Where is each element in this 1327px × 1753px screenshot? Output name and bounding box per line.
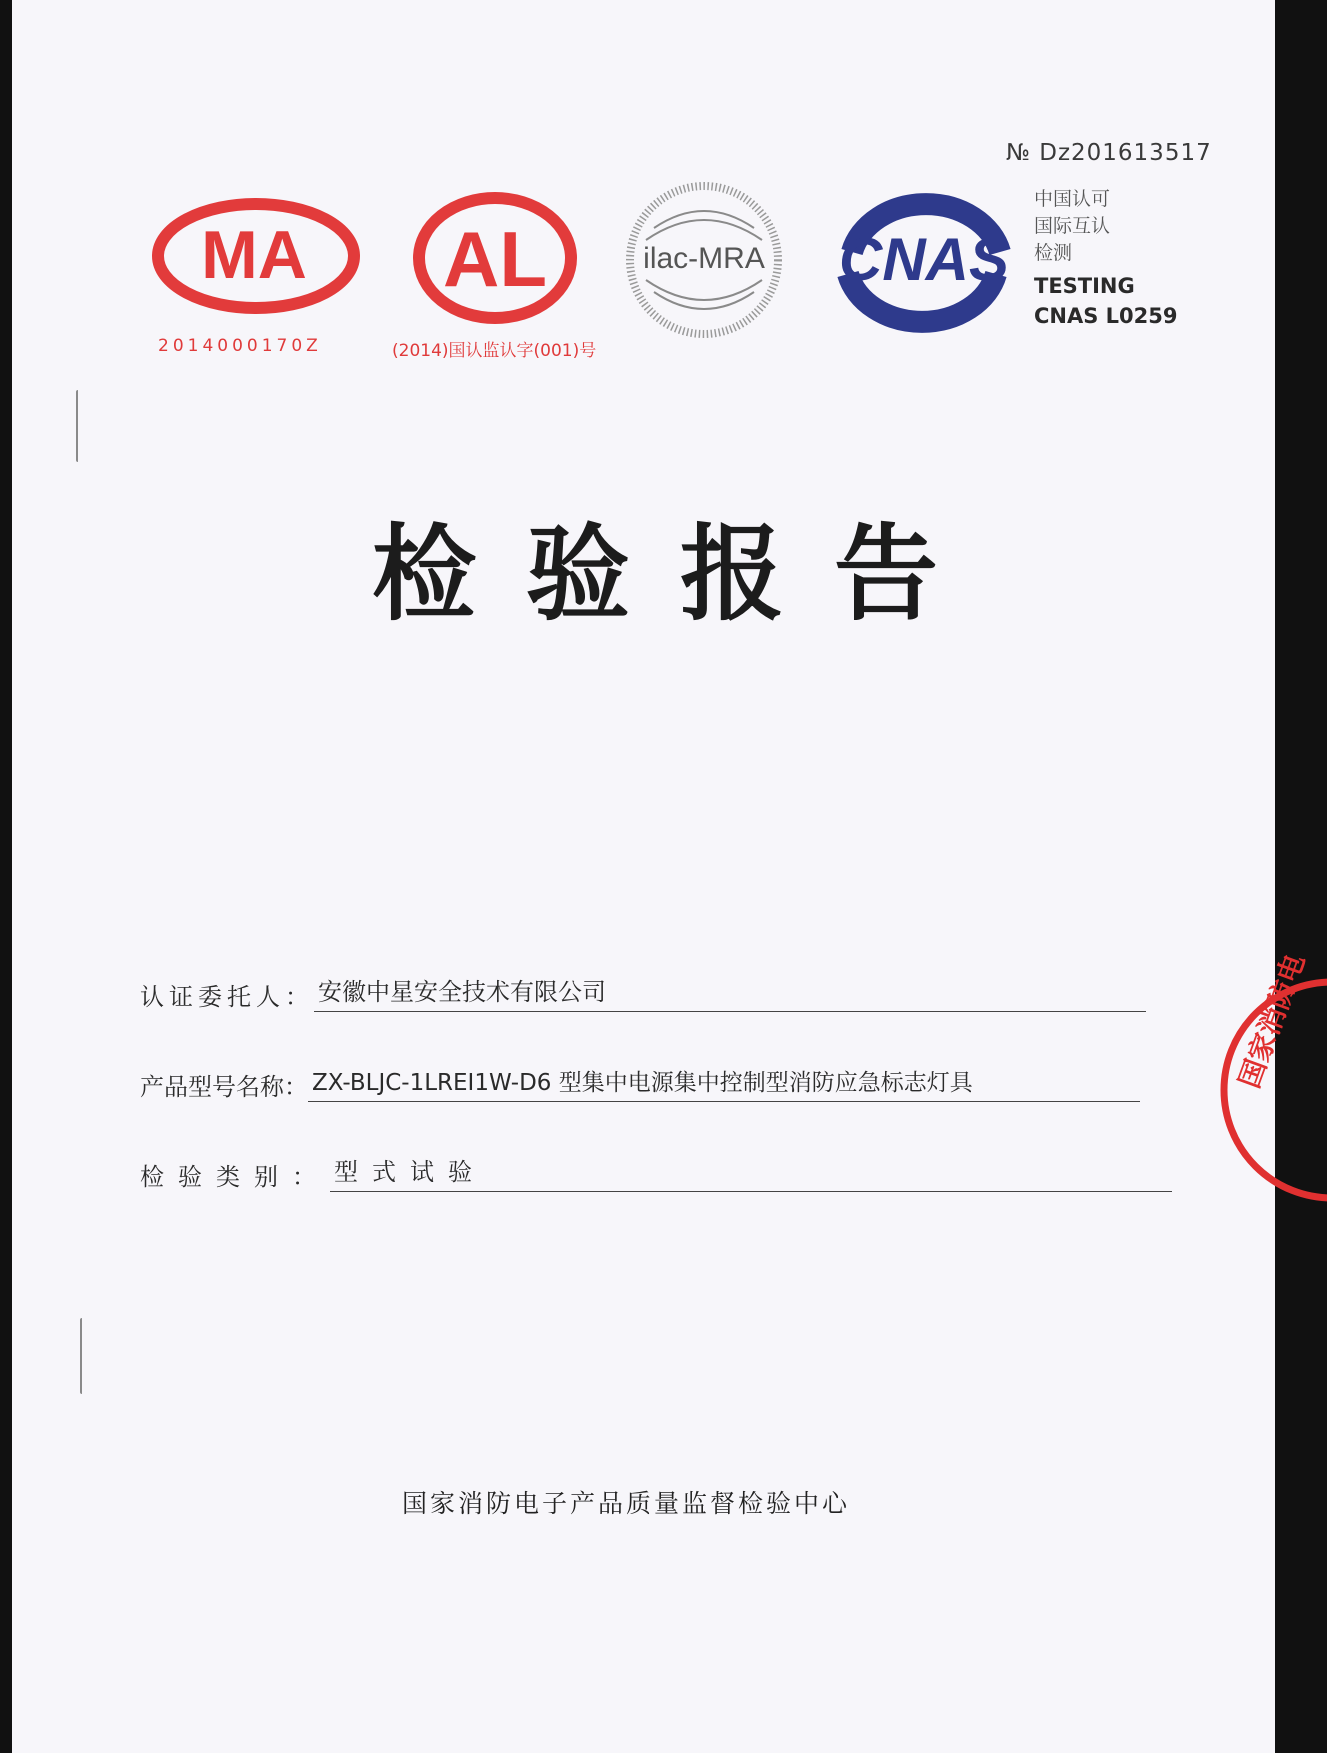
- product-value: ZX-BLJC-1LREⅠ1W-D6 型集中电源集中控制型消防应急标志灯具: [308, 1064, 1140, 1102]
- cnas-side-cn-2: 国际互认: [1034, 215, 1111, 237]
- cal-code: (2014)国认监认字(001)号: [392, 341, 597, 361]
- staple: [80, 1318, 86, 1394]
- staple: [76, 390, 82, 462]
- cnas-side-en-2: CNAS L0259: [1034, 304, 1178, 328]
- ilac-mra-text: ilac-MRA: [643, 242, 765, 275]
- category-field: [140, 1148, 1172, 1192]
- client-field: [140, 968, 1146, 1012]
- category-value: 型式试验: [330, 1152, 1172, 1192]
- seal-text: 国家消防电: [1232, 949, 1312, 1093]
- client-value: 安徽中星安全技术有限公司: [314, 972, 1146, 1012]
- cal-logo: [410, 190, 580, 330]
- cnas-side-text: [1034, 186, 1178, 331]
- product-field: [140, 1058, 1140, 1102]
- cnas-logo: [824, 190, 1024, 340]
- official-seal: [1207, 949, 1327, 1219]
- cnas-logo-text: CNAS: [838, 226, 1010, 293]
- category-label: 检验类别：: [140, 1163, 330, 1191]
- cma-logo: [150, 196, 362, 320]
- client-label: 认证委托人：: [140, 983, 314, 1011]
- cnas-side-en-1: TESTING: [1034, 274, 1135, 298]
- ilac-mra-logo: [624, 180, 784, 344]
- report-cover-page: [12, 0, 1312, 1753]
- cma-code: 2014000170Z: [158, 336, 322, 356]
- report-title: 检验报告: [372, 513, 989, 635]
- cnas-side-cn-1: 中国认可: [1034, 188, 1111, 210]
- cal-logo-text: AL: [443, 215, 547, 303]
- cnas-side-cn-3: 检测: [1034, 242, 1073, 264]
- cma-logo-text: MA: [201, 217, 307, 293]
- issuing-organization: 国家消防电子产品质量监督检验中心: [402, 1489, 851, 1518]
- product-label: 产品型号名称：: [140, 1073, 308, 1101]
- certificate-number: № Dz201613517: [1006, 140, 1212, 166]
